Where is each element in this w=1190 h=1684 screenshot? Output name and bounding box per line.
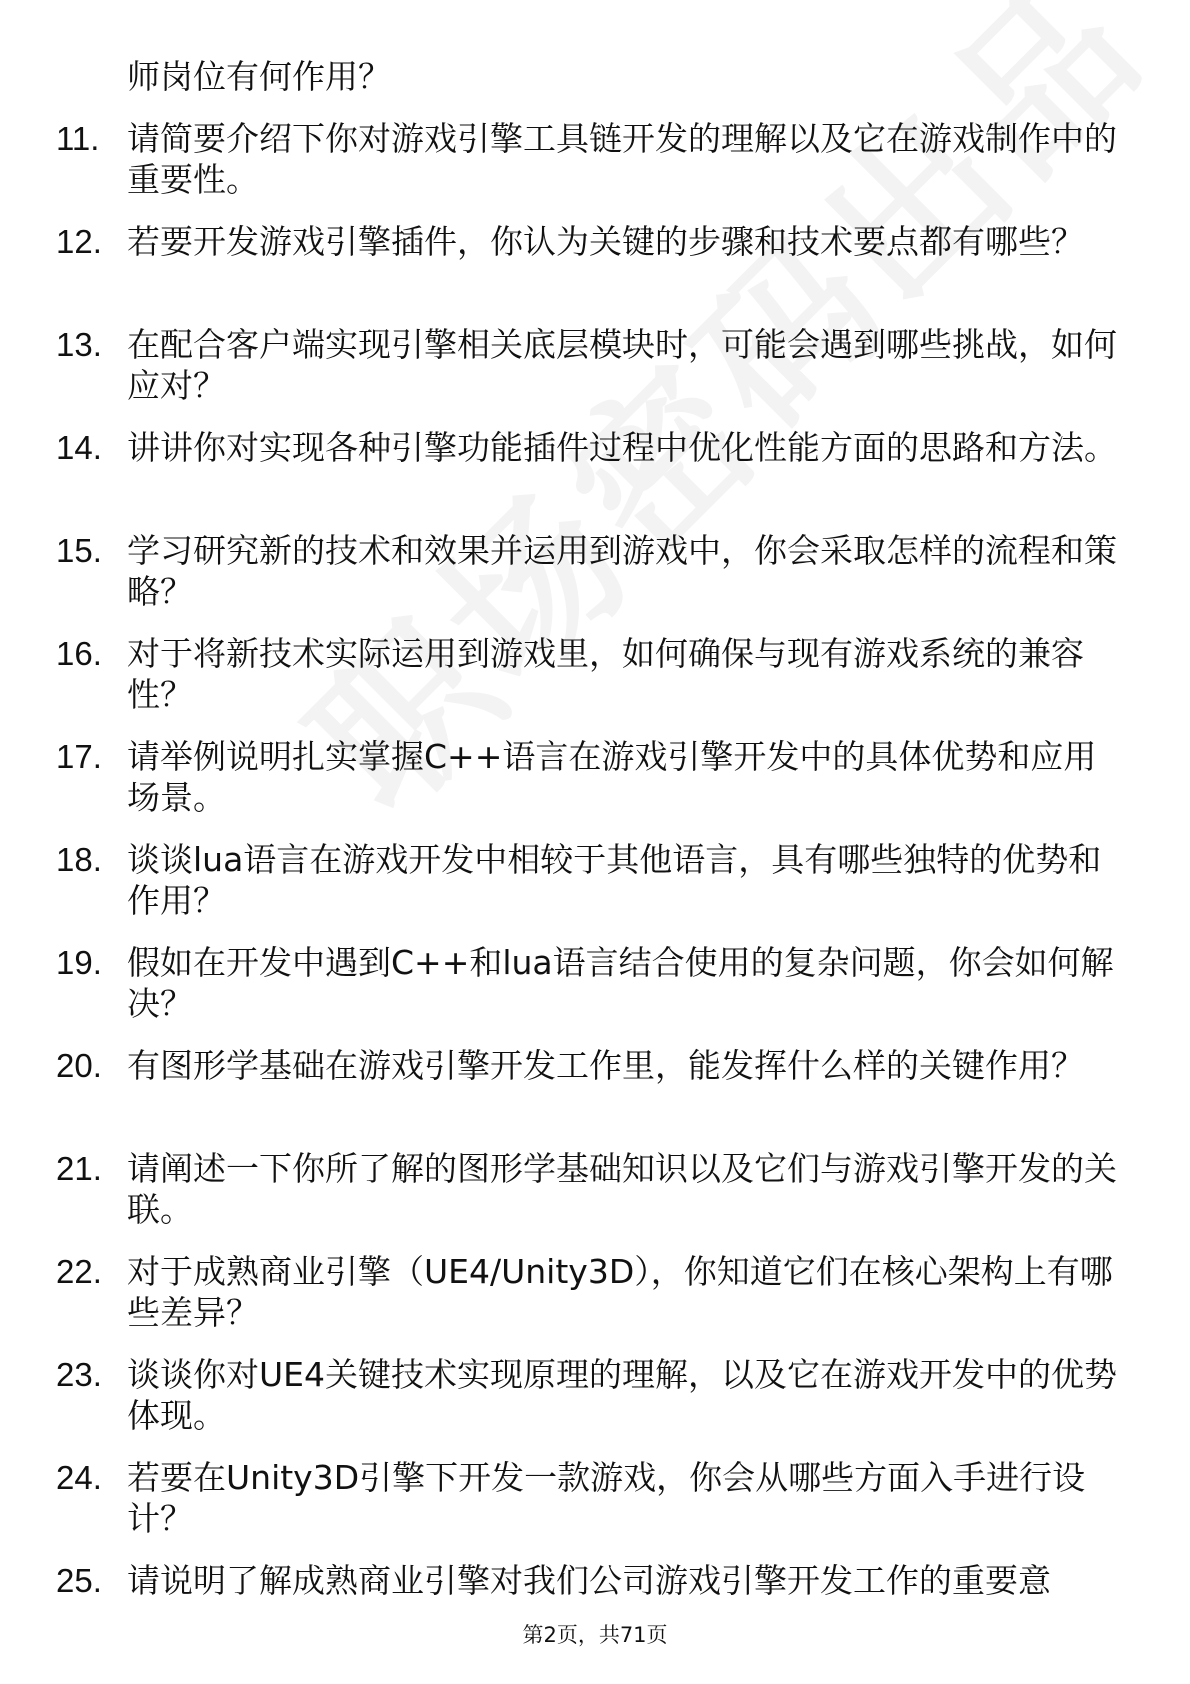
question-number: 25.: [56, 1562, 102, 1599]
question-text: 请简要介绍下你对游戏引擎工具链开发的理解以及它在游戏制作中的重要性。: [127, 119, 1117, 199]
question-item: [0, 633, 1190, 736]
page-footer: 第2页，共71页: [522, 1623, 668, 1647]
question-number: 21.: [56, 1150, 102, 1187]
question-text: 若要在Unity3D引擎下开发一款游戏，你会从哪些方面入手进行设计？: [127, 1458, 1086, 1538]
question-item: [0, 221, 1190, 324]
question-list: [0, 118, 1190, 1663]
question-item: [0, 1457, 1190, 1560]
question-item: [0, 839, 1190, 942]
question-text: 谈谈lua语言在游戏开发中相较于其他语言，具有哪些独特的优势和作用？: [127, 840, 1102, 920]
question-item: [0, 1045, 1190, 1148]
question-text: 对于成熟商业引擎（UE4/Unity3D），你知道它们在核心架构上有哪些差异？: [127, 1252, 1113, 1332]
question-text: 假如在开发中遇到C++和lua语言结合使用的复杂问题，你会如何解决？: [127, 943, 1114, 1023]
question-text: 对于将新技术实际运用到游戏里，如何确保与现有游戏系统的兼容性？: [127, 634, 1084, 714]
continuation-text: 师岗位有何作用？: [127, 57, 391, 96]
question-text: 请说明了解成熟商业引擎对我们公司游戏引擎开发工作的重要意: [127, 1561, 1051, 1600]
question-text: 请举例说明扎实掌握C++语言在游戏引擎开发中的具体优势和应用场景。: [127, 737, 1097, 817]
question-number: 16.: [56, 635, 102, 672]
question-number: 23.: [56, 1356, 102, 1393]
question-item: [0, 118, 1190, 221]
question-text: 学习研究新的技术和效果并运用到游戏中，你会采取怎样的流程和策略？: [127, 531, 1117, 611]
question-text: 若要开发游戏引擎插件，你认为关键的步骤和技术要点都有哪些？: [127, 222, 1084, 261]
question-number: 12.: [56, 223, 102, 260]
question-number: 14.: [56, 429, 102, 466]
question-text: 谈谈你对UE4关键技术实现原理的理解，以及它在游戏开发中的优势体现。: [127, 1355, 1117, 1435]
question-item: [0, 942, 1190, 1045]
question-number: 15.: [56, 532, 102, 569]
question-number: 18.: [56, 841, 102, 878]
question-text: 请阐述一下你所了解的图形学基础知识以及它们与游戏引擎开发的关联。: [127, 1149, 1117, 1229]
question-number: 13.: [56, 326, 102, 363]
question-item: [0, 1251, 1190, 1354]
question-item: [0, 530, 1190, 633]
question-number: 20.: [56, 1047, 102, 1084]
question-text: 有图形学基础在游戏引擎开发工作里，能发挥什么样的关键作用？: [127, 1046, 1084, 1085]
question-number: 22.: [56, 1253, 102, 1290]
question-number: 11.: [56, 120, 100, 157]
question-item: [0, 1354, 1190, 1457]
question-item: [0, 1148, 1190, 1251]
question-number: 24.: [56, 1459, 102, 1496]
question-text: 在配合客户端实现引擎相关底层模块时，可能会遇到哪些挑战，如何应对？: [127, 325, 1117, 405]
question-item: [0, 736, 1190, 839]
question-number: 17.: [56, 738, 102, 775]
question-number: 19.: [56, 944, 102, 981]
question-item: [0, 427, 1190, 530]
question-text: 讲讲你对实现各种引擎功能插件过程中优化性能方面的思路和方法。: [127, 428, 1117, 467]
question-item: [0, 324, 1190, 427]
